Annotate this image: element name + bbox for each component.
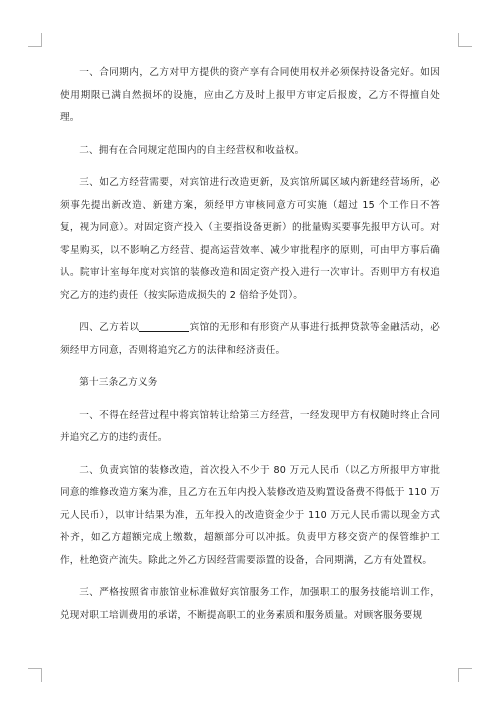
- paragraph-mortgage-text-after: 宾馆的无形和有形资产从事进行抵押贷款等金融活动，必须经甲方同意，否则将追究乙方的法律和经济责任。: [60, 322, 441, 356]
- article-13-title: 第十三条乙方义务: [79, 377, 158, 388]
- paragraph-no-transfer: 一、不得在经营过程中将宾馆转让给第三方经营，一经发现甲方有权随时终止合同并追究乙方的违约责任。: [60, 409, 440, 443]
- paragraph-asset-use-right: 一、合同期内，乙方对甲方提供的资产享有合同使用权并必须保持设备完好。如因使用期限已满自然损坏的设施，应由乙方及时上报甲方审定后报废，乙方不得擅自处理。: [60, 67, 440, 123]
- fill-in-blank: [139, 319, 189, 332]
- crop-mark-top-left: [28, 33, 42, 47]
- crop-mark-bottom-left: [28, 668, 42, 682]
- paragraph-renovation-investment: 二、负责宾馆的装修改造，首次投入不少于 80 万元人民币（以乙方所报甲方审批同意的维修改造方案为准，且乙方在五年内投入装修改造及购置设备费不得低于 110 万元人民币），以审计结果为准，五年投入的改造资金少于 110 万元人民币需以现金方式补齐，如乙方超额完成上缴数，超额部分可以冲抵。负责甲方移交资产的保管维护工作，杜绝资产流失。除此之外乙方因经营需要添置的设备，合同期满，乙方有处置权。: [60, 464, 440, 566]
- paragraph-service-standard: 三、严格按照省市旅馆业标准做好宾馆服务工作，加强职工的服务技能培训工作，兑现对职工培训费用的承诺，不断提高职工的业务素质和服务质量。对顾客服务要规: [60, 587, 440, 621]
- paragraph-operation-right: 二、拥有在合同规定范围内的自主经营权和收益权。: [79, 144, 305, 156]
- crop-mark-top-right: [458, 33, 472, 47]
- crop-mark-bottom-right: [458, 668, 472, 682]
- document-body: [60, 62, 440, 637]
- paragraph-mortgage-text-before: 四、乙方若以: [79, 322, 140, 333]
- paragraph-renovation-approval: 三、如乙方经营需要，对宾馆进行改造更新，及宾馆所属区域内新建经营场所，必须事先提出新改造、新建方案，须经甲方审核同意方可实施（超过 15 个工作日不答复，视为同意）。对固定资产投入（主要指设备更新）的批量购买要事先报甲方认可。对零星购买，以不影响乙方经营、提高运营效率、减少审批程序的原则，可由甲方事后确认。院审计室每年度对宾馆的装修改造和固定资产投入进行一次审计。否则甲方有权追究乙方的违约责任（按实际造成损失的 2 倍给予处罚）。: [60, 177, 440, 301]
- paragraph-mortgage-restriction: [60, 317, 440, 362]
